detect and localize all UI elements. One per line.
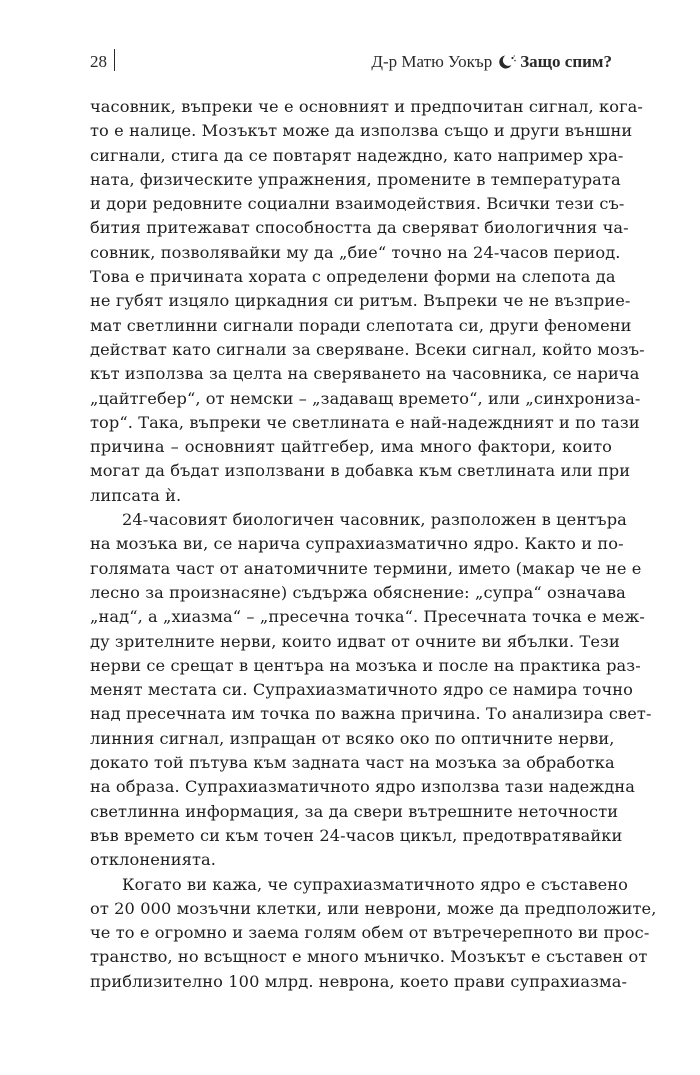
header-divider: [114, 49, 115, 71]
text-line: нерви се срещат в центъра на мозъка и после на практика раз-: [90, 655, 641, 675]
text-line: действат като сигнали за сверяване. Всеки сигнал, който мозъ-: [90, 339, 645, 359]
text-line: ду зрителните нерви, които идват от очните ви ябълки. Тези: [90, 631, 620, 651]
text-line: сигнали, стига да се повтарят надеждно, като например хра-: [90, 145, 624, 165]
text-line: мат светлинни сигнали поради слепотата си, други феномени: [90, 315, 632, 335]
text-line: от 20 000 мозъчни клетки, или неврони, може да предположите,: [90, 898, 657, 918]
text-line: то е налице. Мозъкът може да използва също и други външни: [90, 121, 633, 141]
author-name: Д-р Матю Уокър: [371, 52, 493, 71]
text-line: голямата част от анатомичните термини, името (макар че не е: [90, 558, 642, 578]
text-line: докато той пътува към задната част на мозъка за обработка: [90, 753, 615, 773]
text-line: ната, физическите упражнения, промените в температурата: [90, 169, 621, 189]
text-line: „цайтгебер“, от немски – „задаващ времето“, или „синхронизa-: [90, 388, 641, 408]
text-line: линния сигнал, изпращан от всяко око по оптичните нерви,: [90, 728, 615, 748]
text-line: кът използва за целта на сверяването на часовника, се нарича: [90, 364, 640, 384]
text-line: и дори редовните социални взаимодействия. Всички тези съ-: [90, 194, 625, 214]
text-line: на мозъка ви, се нарича супрахиазматично ядро. Както и по-: [90, 534, 624, 554]
text-line: лесно за произнасяне) съдържа обяснение: „супра“ означава: [90, 582, 626, 602]
paragraph: [90, 873, 657, 994]
text-line: не губят изцяло циркадния си ритъм. Въпреки че не възприе-: [90, 291, 631, 311]
text-line: Когато ви кажа, че супрахиазматичното ядро е съставено: [122, 874, 629, 894]
running-head: [371, 52, 612, 72]
book-title: Защо спим?: [520, 52, 612, 71]
moon-stars-icon: [497, 54, 517, 70]
text-line: могат да бъдат използвани в добавка към светлината или при: [90, 461, 631, 481]
page-body: [90, 95, 657, 994]
text-line: отклоненията.: [90, 850, 217, 870]
text-line: совник, позволявайки му да „бие“ точно на 24-часов период.: [90, 242, 621, 262]
text-line: причина – основният цайтгебер, има много фактори, които: [90, 437, 612, 457]
text-line: менят местата си. Супрахиазматичното ядро се намира точно: [90, 680, 634, 700]
text-line: Това е причината хората с определени форми на слепота да: [90, 267, 616, 287]
text-line: часовник, въпреки че е основният и предпочитан сигнал, кога-: [90, 97, 643, 116]
paragraph: [90, 95, 645, 508]
text-line: приблизително 100 млрд. неврона, което прави супрахиазма-: [90, 971, 628, 991]
text-line: светлинна информация, за да свери вътрешните неточности: [90, 801, 619, 821]
text-line: 24-часовият биологичен часовник, разположен в центъра: [122, 510, 627, 530]
text-line: над пресечната им точка по важна причина. То анализира свет-: [90, 704, 652, 724]
page-header: [90, 46, 612, 76]
text-line: тор“. Така, въпреки че светлината е най-надеждният и по тази: [90, 412, 640, 432]
text-line: че то е огромно и заема голям обем от вътречерепното ви прос-: [90, 923, 650, 943]
page-number: 28: [90, 52, 107, 71]
text-line: бития притежават способността да сверяват биологичния ча-: [90, 218, 629, 238]
text-line: „над“, а „хиазма“ – „пресечна точка“. Пресечната точка е меж-: [90, 607, 645, 627]
text-line: липсата ѝ.: [90, 485, 182, 505]
text-line: транство, но всъщност е много мъничко. Мозъкът е съставен от: [90, 947, 648, 967]
text-line: във времето си към точен 24-часов цикъл, предотвратявайки: [90, 825, 623, 845]
paragraph: [90, 508, 652, 872]
text-line: на образа. Супрахиазматичното ядро използва тази надеждна: [90, 777, 636, 797]
